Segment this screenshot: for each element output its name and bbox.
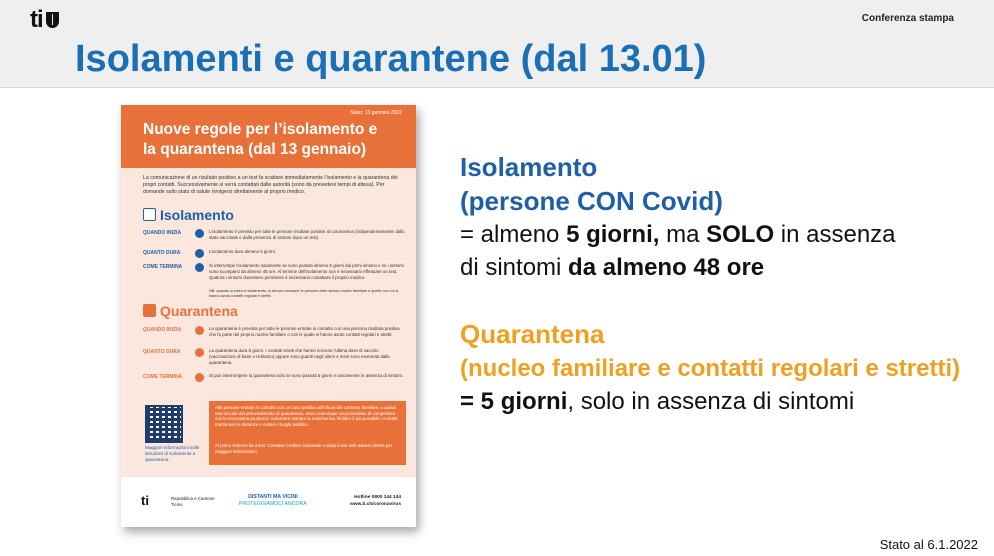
distanti-logo: DISTANTI MA VICINI PROTEGGIAMOCI ANCORA (239, 494, 307, 507)
poster-stato: Stato: 13 gennaio 2022 (350, 110, 402, 116)
calendar-icon (195, 373, 204, 382)
quarantena-subtitle: (nucleo familiare e contatti regolari e stretti) (460, 355, 961, 382)
shield-icon (46, 12, 59, 28)
isolamento-line1: = almeno 5 giorni, ma SOLO in assenza (460, 221, 896, 248)
poster-iso-row: QUANTO DURA L’isolamento dura almeno 5 giorni. (143, 249, 276, 256)
ticino-logo-small: ti (141, 493, 149, 508)
calendar-icon (195, 263, 204, 272)
poster-image (121, 105, 416, 527)
poster-qua-row: QUANTO DURA La quarantena dura 5 giorni. I contatti stretti che hanno ricevuto l’ultima dose di vaccino (vaccinazione di base o richiamo) oppure sono guariti negli ultimi 4 mesi sono esonerati dalla quarantena. (143, 348, 390, 365)
house-icon (143, 304, 156, 317)
qr-code (145, 405, 183, 443)
hotline-info: Hotline 0800 144 144 www.ti.ch/coronavirus (350, 495, 401, 507)
quarantena-title: Quarantena (460, 319, 605, 349)
poster-iso-row: QUANDO INIZIA L’isolamento è previsto per tutte le persone risultate positive al coronavirus (indipendentemente dallo stato vaccinale e dalla presenza di sintomi dopo un test). (143, 229, 405, 240)
quarantena-line1: = 5 giorni, solo in assenza di sintomi (460, 388, 855, 415)
poster-iso-row: COME TERMINA Si interrompe l’isolamento solamente se sono passati almeno 5 giorni dai primi sintomi e se i sintomi sono scomparsi da almeno 48 ore. Al termine dell’isolamento non è necessario effettuare un test. Qualora i sintomi dovessero persistere è necessario contattare il proprio medico. (143, 263, 404, 280)
stato-date: Stato al 6.1.2022 (879, 537, 978, 552)
poster-footer (121, 477, 416, 527)
qr-caption: Maggiori informazioni sulle istruzioni di isolamento e quarantena. (145, 445, 200, 462)
poster-qua-row: COME TERMINA Si può interrompere la quarantena solo se sono passati 5 giorni e unicamente in assenza di sintomi. (143, 373, 404, 380)
poster-info-box: Alle persone entrate in contatto con un caso positivo all’infuori del contesto familiare, o quindi non toccate dal provvedimento di quarantena, viene comunque raccomandato di comportarsi con la necessaria prudenza: indossare sempre la mascherina, limitare il più possibile i contatti, mantenere le distanze e evitare i luoghi pubblici. Al primo sintomo fai il test. Contatta l’Hotline cantonale o visita il sito web www.ti.ch/test per maggiori informazioni. (209, 401, 406, 465)
poster-header (121, 105, 416, 168)
poster-intro: La comunicazione di un risultato positivo a un test fa scattare immediatamente l’isolamento e la quarantena dei propri contatti. Successivamente si verrà contattati dalle autorità (sono da prevedere tempi di attesa). Per domande sullo stato di salute rivolgersi direttamente al proprio medico. (143, 175, 398, 195)
page-title: Isolamenti e quarantene (dal 13.01) (75, 38, 707, 80)
people-icon (195, 326, 204, 335)
isolamento-subtitle: (persone CON Covid) (460, 186, 723, 216)
isolamento-line2: di sintomi da almeno 48 ore (460, 254, 765, 281)
conference-label: Conferenza stampa (861, 13, 954, 24)
clock-icon (195, 249, 204, 258)
isolamento-title: Isolamento (460, 152, 598, 182)
id-card-icon (143, 208, 156, 221)
poster-iso-note: NB: quando si entra in isolamento, si devono avvisare le persone dello stesso nucleo familiare e quelle con cui si hanno avuto contatti regolari e stretti. (209, 289, 399, 298)
poster-qua-row: QUANDO INIZIA La quarantena è prevista per tutte le persone entrate in contatto con una persona risultata positiva che fa parte del proprio nucleo familiare o con le quale si hanno avuto contatti regolari e stretti. (143, 326, 400, 337)
ticino-logo: ti (30, 6, 59, 34)
poster-title: Nuove regole per l’isolamento e la quarantena (dal 13 gennaio) (143, 121, 378, 158)
repubblica-label: Repubblica e Cantone Ticino (171, 496, 215, 507)
poster-quarantena-heading: Quarantena (143, 303, 238, 319)
clock-icon (195, 348, 204, 357)
people-icon (195, 229, 204, 238)
header-bar (0, 0, 994, 88)
poster-isolamento-heading: Isolamento (143, 207, 234, 223)
